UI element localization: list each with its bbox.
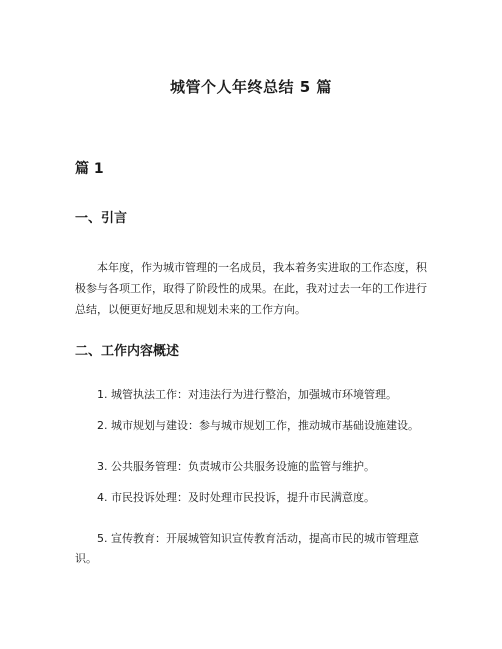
list-item: 2. 城市规划与建设：参与城市规划工作，推动城市基础设施建设。 xyxy=(97,419,419,432)
part-heading: 篇 1 xyxy=(75,161,104,177)
introduction-paragraph: 本年度，作为城市管理的一名成员，我本着务实进取的工作态度，积极参与各项工作，取得了阶段性的成果。在此，我对过去一年的工作进行总结，以便更好地反思和规划未来的工作方向。 xyxy=(75,261,427,316)
list-item: 3. 公共服务管理：负责城市公共服务设施的监管与维护。 xyxy=(97,460,375,473)
section-heading-work-overview: 二、工作内容概述 xyxy=(75,344,180,359)
list-item: 5. 宣传教育：开展城管知识宣传教育活动，提高市民的城市管理意识。 xyxy=(75,532,419,565)
document-title: 城管个人年终总结 5 篇 xyxy=(170,78,332,96)
list-item: 1. 城管执法工作：对违法行为进行整治，加强城市环境管理。 xyxy=(97,388,397,401)
section-heading-introduction: 一、引言 xyxy=(75,211,128,226)
list-item: 4. 市民投诉处理：及时处理市民投诉，提升市民满意度。 xyxy=(97,491,375,504)
